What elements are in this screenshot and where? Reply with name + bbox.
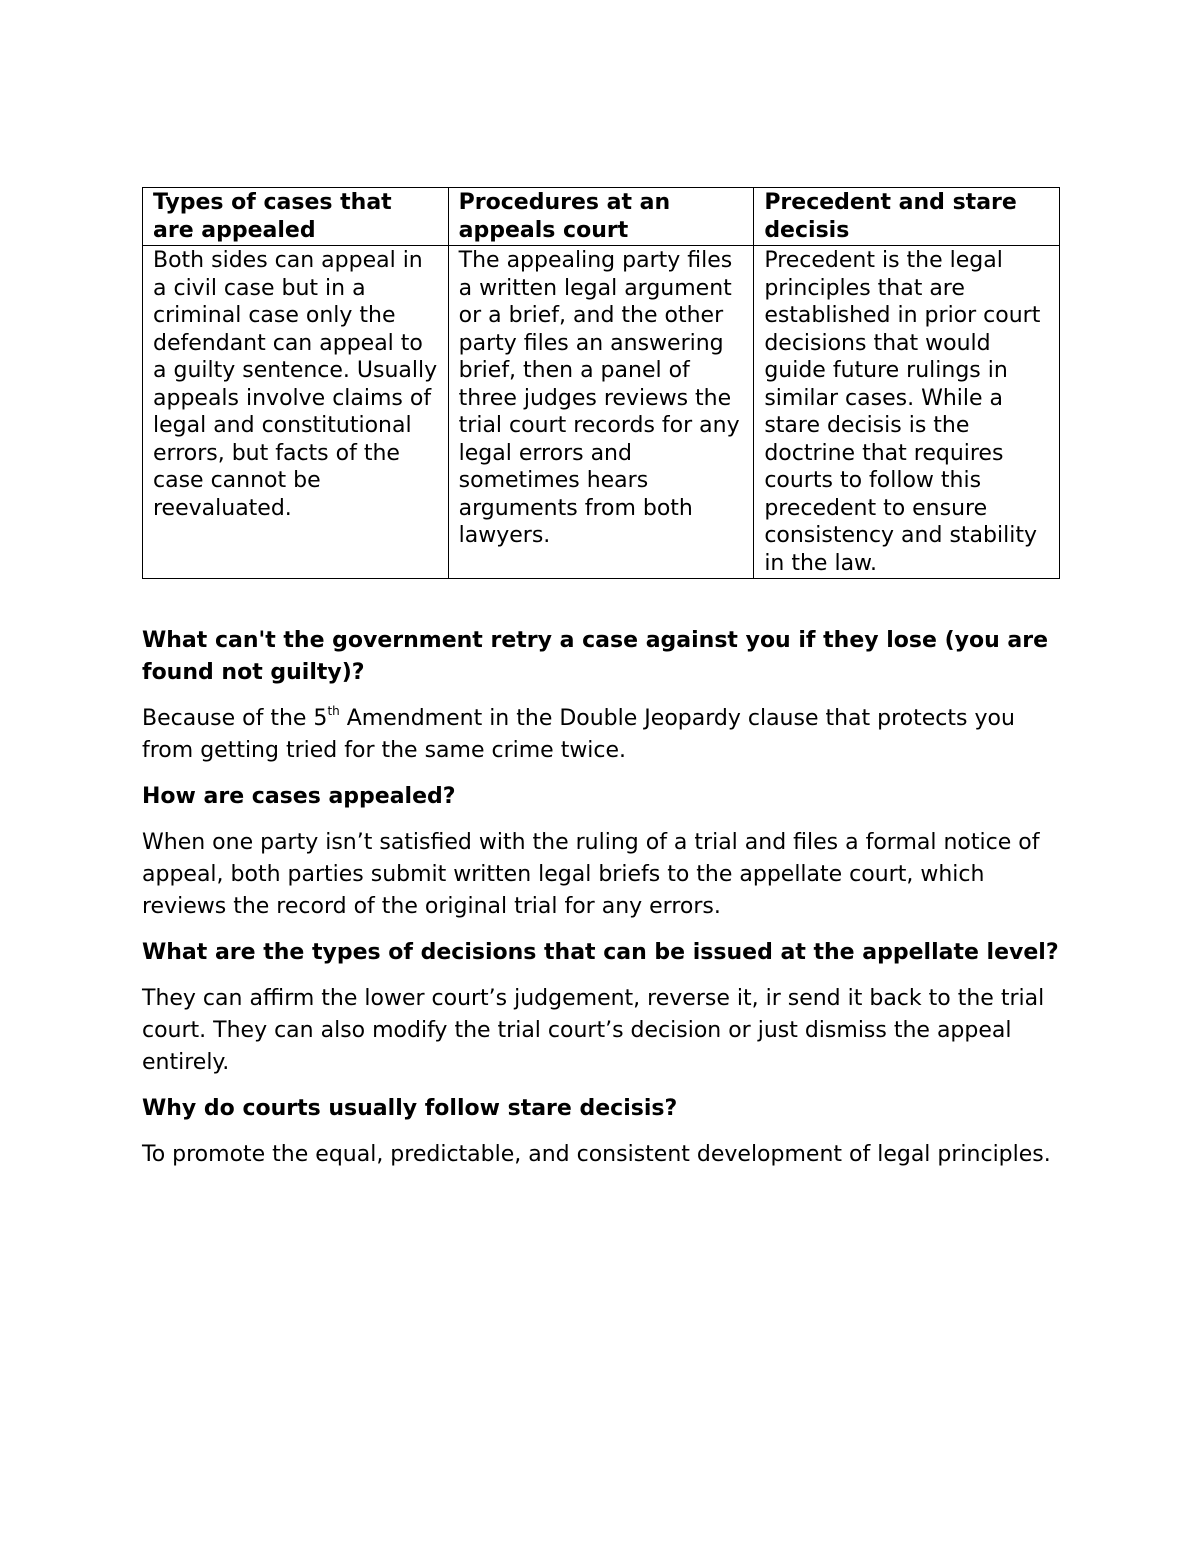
question-stare-decisis: Why do courts usually follow stare decisis? xyxy=(142,1096,678,1121)
table-header-row xyxy=(143,188,1060,246)
header-procedures: Procedures at an appeals court xyxy=(448,188,754,246)
cell-procedures: The appealing party files a written legal argument or a brief, and the other party files an answering brief, then a panel of three judges reviews the trial court records for any legal errors and sometimes hears arguments from both lawyers. xyxy=(448,246,754,579)
document-page xyxy=(142,187,1060,1185)
answer-stare-decisis: To promote the equal, predictable, and consistent development of legal principles. xyxy=(142,1142,1051,1167)
answer-decision-types: They can affirm the lower court’s judgement, reverse it, ir send it back to the trial court. They can also modify the trial court’s decision or just dismiss the appeal entirely. xyxy=(142,986,1045,1075)
answer-retry-part-1: Because of the 5 xyxy=(142,706,328,731)
header-types-of-cases: Types of cases that are appealed xyxy=(143,188,449,246)
questions-section xyxy=(142,625,1060,1171)
header-precedent: Precedent and stare decisis xyxy=(754,188,1060,246)
cell-types-of-cases: Both sides can appeal in a civil case but in a criminal case only the defendant can appeal to a guilty sentence. Usually appeals involve claims of legal and constitutional errors, but facts of the case cannot be reevaluated. xyxy=(143,246,449,579)
appeals-table xyxy=(142,187,1060,579)
question-how-appealed: How are cases appealed? xyxy=(142,784,456,809)
answer-how-appealed: When one party isn’t satisfied with the ruling of a trial and files a formal notice of appeal, both parties submit written legal briefs to the appellate court, which reviews the record of the original trial for any errors. xyxy=(142,830,1040,919)
answer-retry-part-2: Amendment in the Double Jeopardy clause that protects you from getting tried for the same crime twice. xyxy=(142,706,1015,763)
table-row xyxy=(143,246,1060,579)
answer-retry-superscript: th xyxy=(327,703,340,718)
cell-precedent: Precedent is the legal principles that are established in prior court decisions that would guide future rulings in similar cases. While a stare decisis is the doctrine that requires courts to follow this precedent to ensure consistency and stability in the law. xyxy=(754,246,1060,579)
question-decision-types: What are the types of decisions that can be issued at the appellate level? xyxy=(142,940,1059,965)
question-retry: What can't the government retry a case against you if they lose (you are found not guilty)? xyxy=(142,628,1049,685)
answer-retry xyxy=(142,703,1060,767)
